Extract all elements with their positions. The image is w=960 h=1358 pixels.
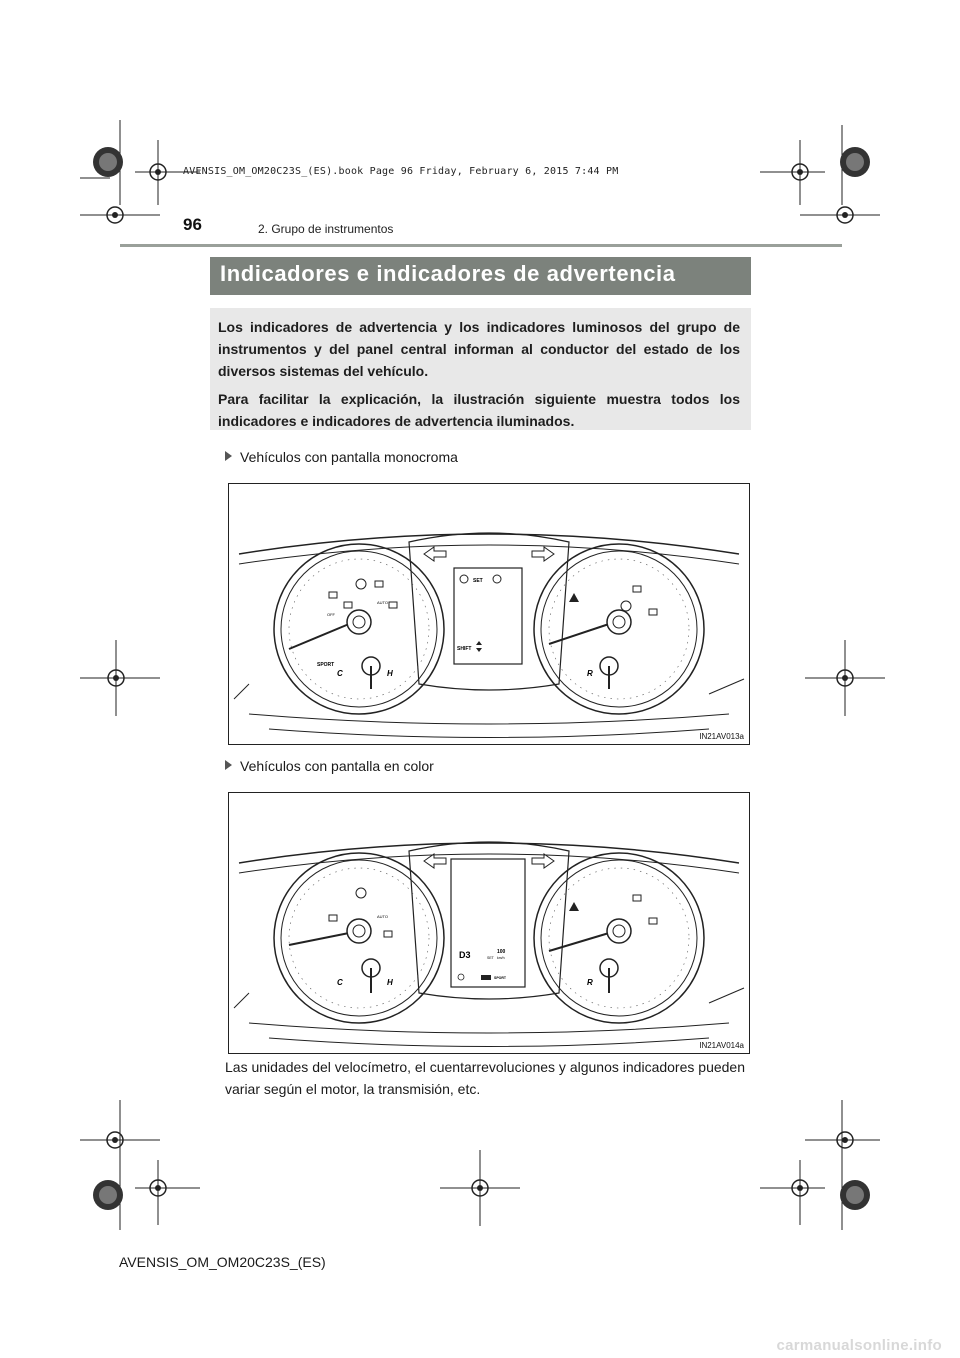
off-label: OFF bbox=[327, 612, 335, 617]
figure-1-caption: Vehículos con pantalla monocroma bbox=[240, 449, 458, 465]
display-speed-label: 100 bbox=[497, 949, 506, 955]
parking-brake-icon bbox=[356, 579, 366, 589]
figure-2-caption: Vehículos con pantalla en color bbox=[240, 758, 434, 774]
color-multi-info-display bbox=[451, 859, 525, 987]
display-unit-label: km/h bbox=[497, 956, 505, 960]
closing-paragraph: Las unidades del velocímetro, el cuentarrevoluciones y algunos indicadores pueden variar según el motor, la transmisión, etc. bbox=[225, 1059, 745, 1097]
instrument-cluster-color-illustration bbox=[229, 793, 749, 1053]
engine-check-icon bbox=[633, 586, 641, 592]
title-banner bbox=[210, 257, 751, 295]
bullet-triangle-icon bbox=[225, 760, 232, 770]
footer-document-id: AVENSIS_OM_OM20C23S_(ES) bbox=[119, 1254, 326, 1270]
hot-label: H bbox=[387, 978, 393, 987]
cold-label: C bbox=[337, 978, 343, 987]
section-heading: 2. Grupo de instrumentos bbox=[258, 222, 394, 236]
watermark: carmanualsonline.info bbox=[776, 1337, 942, 1354]
figure-monochrome-display bbox=[228, 483, 750, 745]
parking-brake-icon bbox=[356, 888, 366, 898]
figure-2-code: IN21AV014a bbox=[699, 1041, 744, 1050]
master-warning-icon bbox=[569, 593, 579, 602]
figure-color-display bbox=[228, 792, 750, 1054]
intro-paragraph-2: Para facilitar la explicación, la ilustración siguiente muestra todos los indicadores e indicadores de advertencia iluminados. bbox=[218, 391, 740, 429]
slip-indicator-icon bbox=[649, 609, 657, 615]
intro-paragraph-1: Los indicadores de advertencia y los indicadores luminosos del grupo de instrumentos y del panel central informan al conductor del estado de los diversos sistemas del vehículo. bbox=[218, 319, 740, 379]
auto-label: AUTO bbox=[377, 600, 389, 605]
engine-check-icon bbox=[633, 895, 641, 901]
printer-slug-line: AVENSIS_OM_OM20C23S_(ES).book Page 96 Friday, February 6, 2015 7:44 PM bbox=[183, 166, 619, 177]
eco-badge-icon bbox=[481, 975, 491, 980]
foglight-icon bbox=[329, 592, 337, 598]
page-number: 96 bbox=[183, 215, 202, 234]
instrument-cluster-mono-illustration bbox=[229, 484, 749, 744]
abs-icon bbox=[389, 602, 397, 608]
display-gear-label: D3 bbox=[459, 950, 471, 960]
brake-warning-icon bbox=[621, 601, 631, 611]
display-set-label: SET bbox=[487, 956, 494, 960]
display-set-label: SET bbox=[473, 578, 483, 584]
figure-1-caption-row bbox=[225, 449, 458, 465]
hot-label: H bbox=[387, 669, 393, 678]
figure-1-code: IN21AV013a bbox=[699, 732, 744, 741]
sport-label: SPORT bbox=[317, 662, 335, 668]
cold-label: C bbox=[337, 669, 343, 678]
reserve-label: R bbox=[587, 978, 593, 987]
master-warning-icon bbox=[569, 902, 579, 911]
figure-2-caption-row bbox=[225, 758, 434, 774]
display-shift-label: SHIFT bbox=[457, 646, 472, 652]
bullet-triangle-icon bbox=[225, 451, 232, 461]
headlight-icon bbox=[375, 581, 383, 587]
auto-label: AUTO bbox=[377, 914, 389, 919]
display-mode-label: SPORT bbox=[494, 976, 507, 980]
slip-indicator-icon bbox=[649, 918, 657, 924]
page-title: Indicadores e indicadores de advertencia bbox=[220, 261, 676, 286]
intro-box bbox=[210, 308, 751, 430]
foglight-icon bbox=[384, 931, 392, 937]
airbag-icon bbox=[344, 602, 352, 608]
reserve-label: R bbox=[587, 669, 593, 678]
abs-icon bbox=[329, 915, 337, 921]
header-rule bbox=[120, 244, 842, 247]
